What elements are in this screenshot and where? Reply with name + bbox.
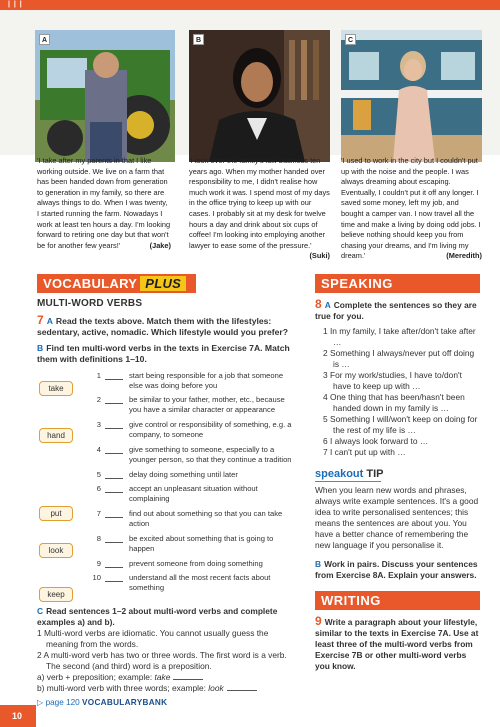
exercise-letter: A [46, 316, 53, 326]
photo-b [189, 30, 330, 162]
rule-item: 1 Multi-word verbs are idiomatic. You cannot usually guess the meaning from the words. [37, 628, 269, 649]
answer-blank[interactable] [105, 403, 123, 404]
list-item: 2 Something I always/never put off doing is … [323, 348, 475, 369]
page-number: 10 [0, 705, 36, 727]
vocabulary-column [37, 274, 297, 708]
list-item: 5 Something I will/won't keep on doing for the rest of my life is … [323, 414, 478, 435]
page-ref: page 120 [45, 698, 80, 707]
quote-suki [189, 156, 330, 262]
definition-text: prevent someone from doing something [129, 559, 263, 568]
writing-banner: WRITING [315, 591, 480, 610]
definition-text: start being responsible for a job that someone else was doing before you [129, 371, 284, 390]
photo-strip [0, 10, 500, 155]
exercise-number: 9 [315, 614, 322, 628]
exercise-letter: A [324, 300, 331, 310]
example-word: take [154, 672, 171, 682]
rule-item: 2 A multi-word verb has two or three words. The first word is a verb. The second (and third) word is a preposition. [37, 650, 287, 671]
answer-blank[interactable] [105, 542, 123, 543]
quote-text: 'I take after my parents in that I like working outside. We live on a farm that has been handed down from generation to generation in my family, so there are always things to do. When I was twenty, I started running the farm. Nowadays I work at least ten hours a day. I'm looking forward to retiring one day but that won't be for another few years!' [37, 156, 171, 250]
quote-author: (Meredith) [446, 251, 482, 261]
definition-text: be excited about something that is going to happen [129, 534, 274, 553]
page-footer [0, 705, 500, 727]
right-column [315, 274, 480, 672]
definition-number: 1 [96, 371, 101, 380]
tip-underline [315, 481, 381, 482]
photo-tag-b: B [193, 34, 204, 45]
example-prefix: a) verb + preposition; example: [37, 672, 153, 682]
sentence-list [315, 326, 480, 458]
list-item: 7 I can't put up with … [323, 447, 406, 457]
matching-exercise [37, 371, 297, 636]
out-label: out [346, 468, 364, 480]
list-item: 4 One thing that has been/hasn't been handed down in my family is … [323, 392, 465, 413]
section-subtitle: MULTI-WORD VERBS [37, 298, 143, 309]
quote-text: 'I took over the family's law business ten years ago. When my mother handed over responsibility to me, I didn't realise how much work it was. I spend most of my days in the office trying to keep up with our cases. I probably sit at my desk for twelve hours a day and drink about six cups of coffee! I'm looking into employing another lawyer to ease some of the pressure.' [189, 156, 330, 250]
top-ticks: | | | [8, 1, 23, 8]
top-accent-bar [0, 0, 500, 10]
answer-blank[interactable] [105, 492, 123, 493]
answer-blank[interactable] [105, 517, 123, 518]
example-word: look [208, 683, 224, 693]
definition-number: 6 [96, 484, 101, 493]
list-item: 3 For my work/studies, I have to/don't have to keep up with … [323, 370, 462, 391]
speak-label: speak [315, 468, 347, 480]
list-item: 1 In my family, I take after/don't take after … [323, 326, 476, 347]
exercise-letter: B [315, 559, 322, 569]
tip-label: TIP [363, 468, 384, 480]
quote-meredith [341, 156, 482, 262]
photo-tag-a: A [39, 34, 50, 45]
vocabulary-label: VOCABULARY [43, 276, 138, 291]
definition-text: give control or responsibility of something, e.g. a company, to someone [129, 420, 292, 439]
list-item: 6 I always look forward to … [323, 436, 429, 446]
answer-blank[interactable] [105, 581, 123, 582]
definition-number: 3 [96, 420, 101, 429]
definition-number: 5 [96, 470, 101, 479]
exercise-instruction: Write a paragraph about your lifestyle, similar to the texts in Exercise 7A. Use at least three of the multi-word verbs from Exercise 7B or other multi-word verbs you know. [315, 617, 479, 671]
exercise-8b [315, 559, 480, 581]
definition-text: understand all the most recent facts about something [129, 573, 271, 592]
exercise-9 [315, 616, 480, 672]
quote-text: 'I used to work in the city but I couldn't put up with the noise and the people. I was always dreaming about escaping. Eventually, I couldn't put it off any longer. I saved some money, left my job, and bought a camper van. I now travel all the time and make a living by doing odd jobs. I believe nothing should keep you from chasing your dreams, and I'm living my dream.' [341, 156, 481, 261]
exercise-letter: C [37, 606, 44, 616]
answer-blank[interactable] [105, 379, 123, 380]
keyword-box: look [39, 543, 73, 558]
keyword-box: hand [39, 428, 73, 443]
example-prefix: b) multi-word verb with three words; example: [37, 683, 206, 693]
answer-blank[interactable] [105, 478, 123, 479]
farmer-tractor-image [35, 30, 175, 162]
example-a [37, 672, 297, 683]
definition-number: 9 [96, 559, 101, 568]
vocabulary-bank-label: VOCABULARYBANK [82, 698, 168, 707]
exercise-instruction: Read sentences 1–2 about multi-word verbs and complete examples a) and b). [37, 606, 278, 627]
photo-tag-c: C [345, 34, 356, 45]
definition-number: 4 [96, 445, 101, 454]
photo-c [341, 30, 482, 162]
exercise-7a [37, 315, 297, 338]
definition-number: 7 [96, 509, 101, 518]
answer-blank[interactable] [105, 428, 123, 429]
exercise-8a [315, 299, 480, 322]
exercise-instruction: Work in pairs. Discuss your sentences from Exercise 8A. Explain your answers. [315, 559, 478, 580]
exercise-number: 8 [315, 297, 322, 311]
exercise-letter: B [37, 343, 44, 353]
example-b [37, 683, 297, 694]
exercise-instruction: Complete the sentences so they are true for you. [315, 300, 477, 321]
exercise-instruction: Find ten multi-word verbs in the texts in Exercise 7A. Match them with definitions 1–10. [37, 343, 290, 364]
keyword-box: take [39, 381, 73, 396]
answer-blank[interactable] [173, 679, 203, 680]
definition-number: 10 [92, 573, 101, 582]
quote-jake [37, 156, 171, 251]
businesswoman-image [189, 30, 330, 162]
definition-text: give something to someone, especially to a younger person, so that they continue a tradition [129, 445, 292, 464]
photo-a [35, 30, 175, 162]
speaking-banner: SPEAKING [315, 274, 480, 293]
plus-label: PLUS [140, 276, 186, 291]
answer-blank[interactable] [105, 453, 123, 454]
exercise-number: 7 [37, 313, 44, 327]
camper-van-woman-image [341, 30, 482, 162]
vocabulary-plus-banner [37, 274, 196, 293]
definition-text: find out about something so that you can take action [129, 509, 283, 528]
definition-text: accept an unpleasant situation without complaining [129, 484, 258, 503]
definition-number: 2 [96, 395, 101, 404]
play-arrow-icon: ▷ [37, 698, 44, 707]
keyword-box: put [39, 506, 73, 521]
quote-author: (Jake) [149, 240, 171, 250]
quote-author: (Suki) [309, 251, 330, 261]
answer-blank[interactable] [105, 567, 123, 568]
definition-text: delay doing something until later [129, 470, 238, 479]
tip-text: When you learn new words and phrases, always write example sentences. It's a good idea to write personalised sentences; this means the sentences are about you. You have a better chance of remembering the new language if you personalise it. [315, 485, 479, 550]
exercise-7b [37, 343, 297, 365]
definition-text: be similar to your father, mother, etc., because you have a similar character or appearance [129, 395, 285, 414]
exercise-instruction: Read the texts above. Match them with the lifestyles: sedentary, active, nomadic. Which lifestyle would you prefer? [37, 316, 289, 337]
speakout-tip-heading [315, 468, 480, 482]
definition-number: 8 [96, 534, 101, 543]
keyword-box: keep [39, 587, 73, 602]
answer-blank[interactable] [227, 690, 257, 691]
